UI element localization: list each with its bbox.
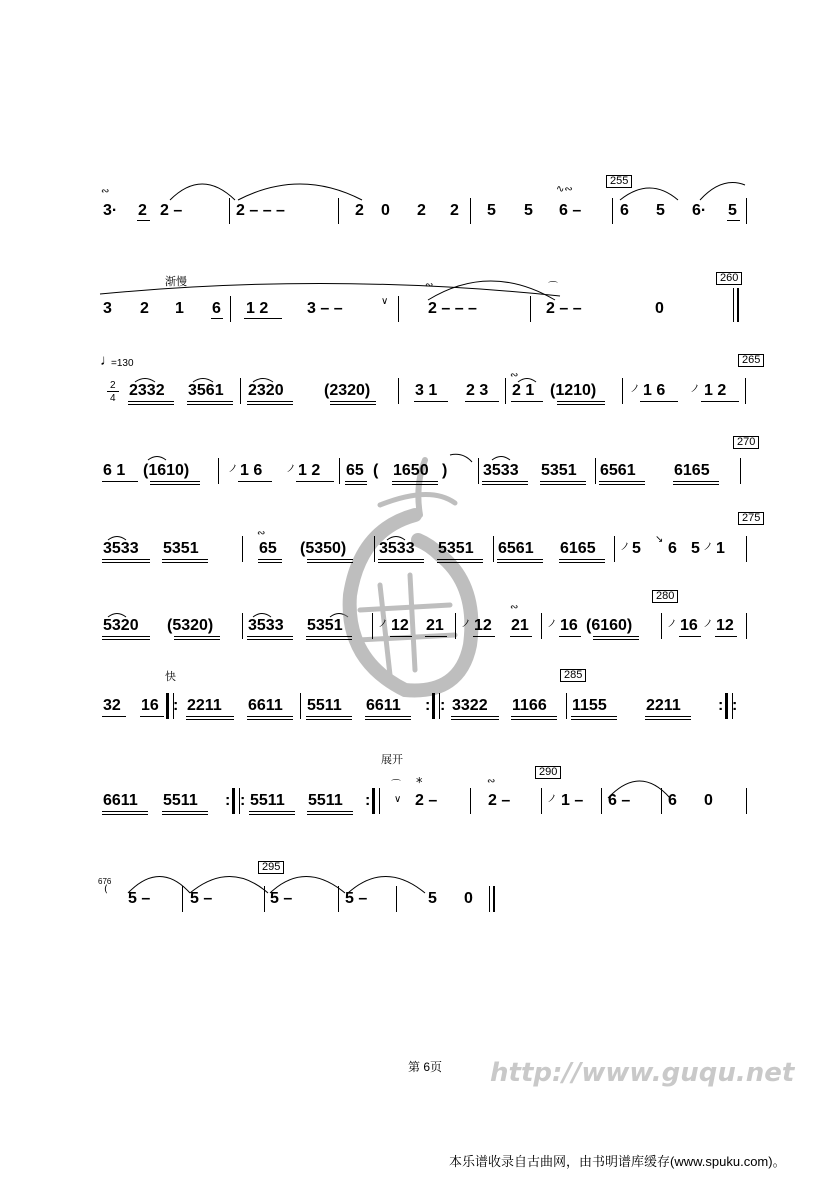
note: 0 — [704, 792, 713, 809]
note: 6561 — [498, 540, 534, 557]
time-sig-bottom: 4 — [110, 393, 116, 404]
score-row-5 — [0, 512, 830, 600]
note: 5511 — [250, 792, 285, 809]
note: 2 – – – — [428, 300, 477, 317]
note: 1166 — [512, 697, 547, 714]
note: 6 — [212, 300, 221, 317]
slur — [492, 457, 510, 461]
kuai-marking: 快 — [165, 671, 176, 683]
note: 0 — [464, 890, 473, 907]
breath-mark: ∨ — [394, 794, 402, 805]
mordent-mark: ∾ — [487, 776, 496, 787]
note: 5511 — [307, 697, 342, 714]
repeat-dots: : — [732, 697, 738, 714]
score-row-6 — [0, 590, 830, 677]
note: 6561 — [600, 462, 636, 479]
note: 5 — [728, 202, 737, 219]
measure-number: 285 — [560, 669, 586, 682]
note: 3 1 — [415, 382, 438, 399]
note: 2 – – — [546, 300, 582, 317]
note: 65 — [346, 462, 364, 479]
note: 5 — [656, 202, 665, 219]
measure-number: 255 — [606, 175, 632, 188]
note: 2 — [140, 300, 149, 317]
mordent-mark: ∾ — [510, 370, 519, 381]
note: 5 — [487, 202, 496, 219]
note: 1 6 — [240, 462, 263, 479]
site-url-watermark[interactable]: http://www.guqu.net — [490, 1058, 795, 1088]
note: 1 — [175, 300, 184, 317]
repeat-dots: : — [440, 697, 446, 714]
note: 3 – – — [307, 300, 343, 317]
note: (5350) — [300, 540, 347, 557]
slide-mark: ノ — [630, 384, 640, 395]
note: 16 — [680, 617, 698, 634]
note: 6 – — [608, 792, 631, 809]
note: 6 — [620, 202, 629, 219]
repeat-dots: : — [240, 792, 246, 809]
measure-number: 295 — [258, 861, 284, 874]
note: 2320 — [248, 382, 284, 399]
note: 12 — [474, 617, 492, 634]
note: (1210) — [550, 382, 597, 399]
note: 2 — [355, 202, 364, 219]
note: 5 — [428, 890, 437, 907]
note: 2 3 — [466, 382, 489, 399]
note: 3 — [103, 300, 112, 317]
time-sig-top: 2 — [110, 380, 116, 391]
zhankai-marking: 展开 — [381, 754, 403, 766]
mordent-mark: ∾ — [510, 602, 519, 613]
note: 1650 — [393, 462, 429, 479]
note: 2 – – – — [236, 202, 285, 219]
page-number: 第 6页 — [408, 1060, 443, 1074]
note: 5 – — [128, 890, 151, 907]
repeat-dots: : — [225, 792, 231, 809]
note: 2 – — [488, 792, 511, 809]
fermata-mark: ⌒ — [391, 780, 401, 791]
note: 6611 — [248, 697, 283, 714]
note: 0 — [381, 202, 390, 219]
note: 1 — [716, 540, 725, 557]
note: (2320) — [324, 382, 371, 399]
repeat-dots: : — [425, 697, 431, 714]
slide-mark: ノ — [703, 619, 713, 630]
note: (1610) — [143, 462, 190, 479]
measure-number: 265 — [738, 354, 764, 367]
slur — [238, 184, 362, 200]
note: 21 — [511, 617, 529, 634]
slide-mark: ノ — [547, 794, 557, 805]
tempo-marking: =130 — [111, 358, 134, 369]
jianman-marking: 渐慢 — [165, 276, 187, 288]
slur — [148, 457, 166, 461]
score-row-2 — [0, 272, 830, 358]
asterisk-mark: * — [416, 776, 423, 791]
note: 3322 — [452, 697, 488, 714]
bracket-mark: ( — [104, 884, 108, 895]
trill-mark: ∿∾ — [556, 184, 573, 195]
note: 6165 — [560, 540, 596, 557]
note: 5351 — [541, 462, 577, 479]
note: 3533 — [483, 462, 519, 479]
note: 2 1 — [512, 382, 535, 399]
note: 2211 — [187, 697, 222, 714]
slide-down-mark: ↘ — [655, 534, 664, 545]
note: 1 – — [561, 792, 584, 809]
note: 6 — [668, 540, 677, 557]
measure-number: 270 — [733, 436, 759, 449]
note: 5511 — [308, 792, 343, 809]
note: 6611 — [366, 697, 401, 714]
note: 2 – — [415, 792, 438, 809]
note: 6165 — [674, 462, 710, 479]
score-row-9 — [0, 861, 830, 950]
slide-mark: ノ — [461, 619, 471, 630]
source-note: 本乐谱收录自古曲网，由书明谱库缓存(www.spuku.com)。 — [449, 1154, 786, 1169]
note: 3533 — [103, 540, 139, 557]
breath-mark: ∨ — [381, 296, 389, 307]
note: 5 — [632, 540, 641, 557]
measure-number: 290 — [535, 766, 561, 779]
repeat-dots: : — [365, 792, 371, 809]
repeat-dots: : — [173, 697, 179, 714]
note: 5351 — [163, 540, 199, 557]
note: 6 1 — [103, 462, 126, 479]
slide-mark: ノ — [378, 619, 388, 630]
note: 1 2 — [246, 300, 269, 317]
note: 32 — [103, 697, 121, 714]
score-row-3 — [0, 352, 830, 442]
note: 16 — [141, 697, 159, 714]
note: 5320 — [103, 617, 139, 634]
note: 6611 — [103, 792, 138, 809]
note: 12 — [716, 617, 734, 634]
note: 1155 — [572, 697, 607, 714]
note: 2 – — [160, 202, 183, 219]
note: 1 2 — [298, 462, 321, 479]
score-row-7 — [0, 669, 830, 757]
slide-mark: ノ — [228, 464, 238, 475]
slide-mark: ノ — [620, 542, 630, 553]
note: (5320) — [167, 617, 214, 634]
slide-mark: ノ — [286, 464, 296, 475]
slide-mark: ノ — [547, 619, 557, 630]
note: 5 — [524, 202, 533, 219]
note: 2 — [417, 202, 426, 219]
note: 12 — [391, 617, 409, 634]
measure-number: 280 — [652, 590, 678, 603]
slide-mark: ノ — [703, 542, 713, 553]
note: 5 – — [190, 890, 213, 907]
slur — [170, 184, 235, 200]
tuning-marking: 676 — [98, 877, 112, 886]
slur — [700, 183, 745, 200]
fermata-mark: ⌒ — [548, 282, 558, 293]
note: 3533 — [379, 540, 415, 557]
score-row-8 — [0, 754, 830, 852]
quarter-note-icon: ♩ — [100, 352, 115, 369]
repeat-dots: : — [718, 697, 724, 714]
note: 21 — [426, 617, 444, 634]
note: 5 – — [270, 890, 293, 907]
note: 6 — [668, 792, 677, 809]
mordent-mark: ∾ — [101, 186, 110, 197]
note: 3· — [103, 202, 118, 219]
note: ) — [442, 462, 448, 479]
note: 6 – — [559, 202, 582, 219]
note: 1 2 — [704, 382, 727, 399]
note: 3561 — [188, 382, 224, 399]
note: 2332 — [129, 382, 165, 399]
note: 5351 — [438, 540, 474, 557]
note: 1 6 — [643, 382, 666, 399]
note: 5 — [691, 540, 700, 557]
slide-mark: ノ — [690, 384, 700, 395]
note: ( — [373, 462, 379, 479]
score-row-1 — [0, 175, 830, 260]
note: 5 – — [345, 890, 368, 907]
note: 16 — [560, 617, 578, 634]
note: 6· — [692, 202, 707, 219]
note: 5351 — [307, 617, 343, 634]
note: (6160) — [586, 617, 633, 634]
score-row-4 — [0, 436, 830, 522]
note: 0 — [655, 300, 664, 317]
note: 5511 — [163, 792, 198, 809]
measure-number: 260 — [716, 272, 742, 285]
note: 65 — [259, 540, 277, 557]
slur — [620, 188, 678, 200]
note: 2211 — [646, 697, 681, 714]
mordent-mark: ∾ — [257, 528, 266, 539]
slide-mark: ノ — [667, 619, 677, 630]
note: 3533 — [248, 617, 284, 634]
note: 2 — [138, 202, 147, 219]
mordent-mark: ∾ — [425, 280, 434, 291]
note: 2 — [450, 202, 459, 219]
measure-number: 275 — [738, 512, 764, 525]
